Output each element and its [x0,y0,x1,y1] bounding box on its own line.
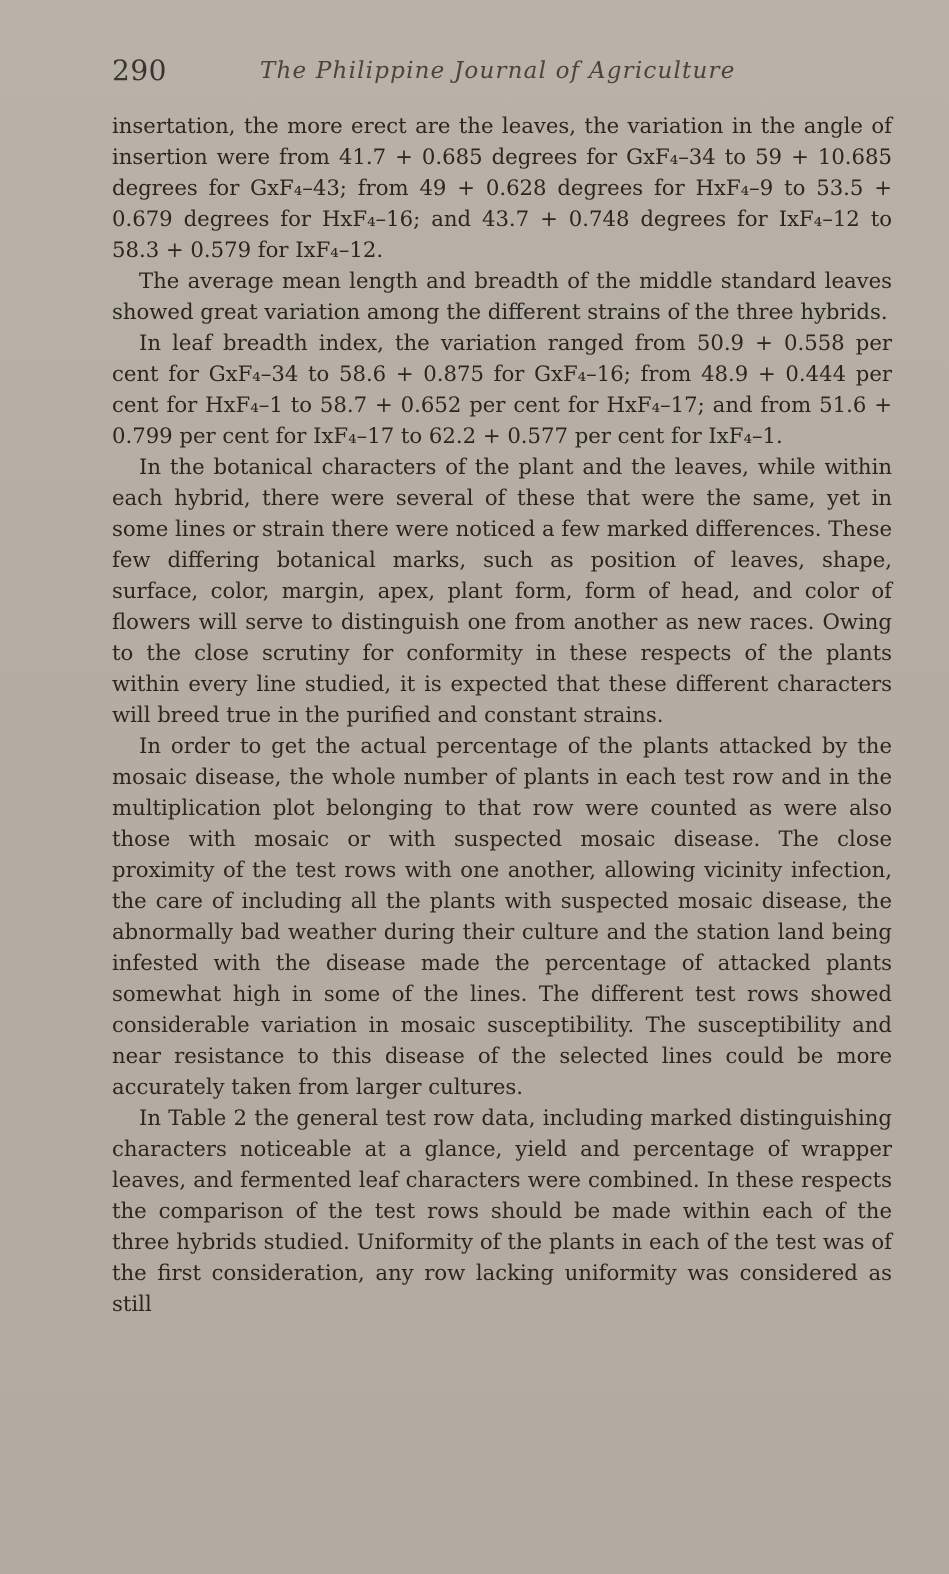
page-number: 290 [112,54,167,87]
running-title: The Philippine Journal of Agriculture [260,58,736,84]
paragraph-botanical-characters: In the botanical characters of the plant and the leaves, while within each hybrid, there were several of these that were the same, yet in some lines or strain there were noticed a few marked differences. These few differing botanical marks, such as position of leaves, shape, surface, color, margin, apex, plant form, form of head, and color of flowers will serve to distinguish one from another as new races. Owing to the close scrutiny for conformity in these respects of the plants within every line studied, it is expected that these different characters will breed true in the purified and constant strains. [112,454,892,727]
body-text [112,110,892,1319]
paragraph-angle-of-insertion: insertation, the more erect are the leaves, the variation in the angle of insertion were from 41.7 + 0.685 degrees for GxF₄–34 to 59 + 10.685 degrees for GxF₄–43; from 49 + 0.628 degrees for HxF₄–9 to 53.5 + 0.679 degrees for HxF₄–16; and 43.7 + 0.748 degrees for IxF₄–12 to 58.3 + 0.579 for IxF₄–12. [112,113,892,262]
page-header [112,54,892,94]
paragraph-mosaic-disease: In order to get the actual percentage of the plants attacked by the mosaic disease, the whole number of plants in each test row and in the multiplication plot belonging to that row were counted as were also those with mosaic or with suspected mosaic disease. The close proximity of the test rows with one another, allowing vicinity infection, the care of including all the plants with suspected mosaic disease, the abnormally bad weather during their culture and the station land being infested with the disease made the percentage of attacked plants somewhat high in some of the lines. The different test rows showed considerable variation in mosaic susceptibility. The susceptibility and near resistance to this disease of the selected lines could be more accurately taken from larger cultures. [112,733,892,1099]
paragraph-leaf-breadth-index: In leaf breadth index, the variation ranged from 50.9 + 0.558 per cent for GxF₄–34 to 58.6 + 0.875 for GxF₄–16; from 48.9 + 0.444 per cent for HxF₄–1 to 58.7 + 0.652 per cent for HxF₄–17; and from 51.6 + 0.799 per cent for IxF₄–17 to 62.2 + 0.577 per cent for IxF₄–1. [112,330,892,448]
paragraph-table-2: In Table 2 the general test row data, including marked distinguishing characters noticeable at a glance, yield and percentage of wrapper leaves, and fermented leaf characters were combined. In these respects the comparison of the test rows should be made within each of the three hybrids studied. Uniformity of the plants in each of the test was of the first consideration, any row lacking uniformity was considered as still [112,1105,892,1316]
paragraph-leaf-length-breadth: The average mean length and breadth of the middle standard leaves showed great variation among the different strains of the three hybrids. [112,268,892,324]
